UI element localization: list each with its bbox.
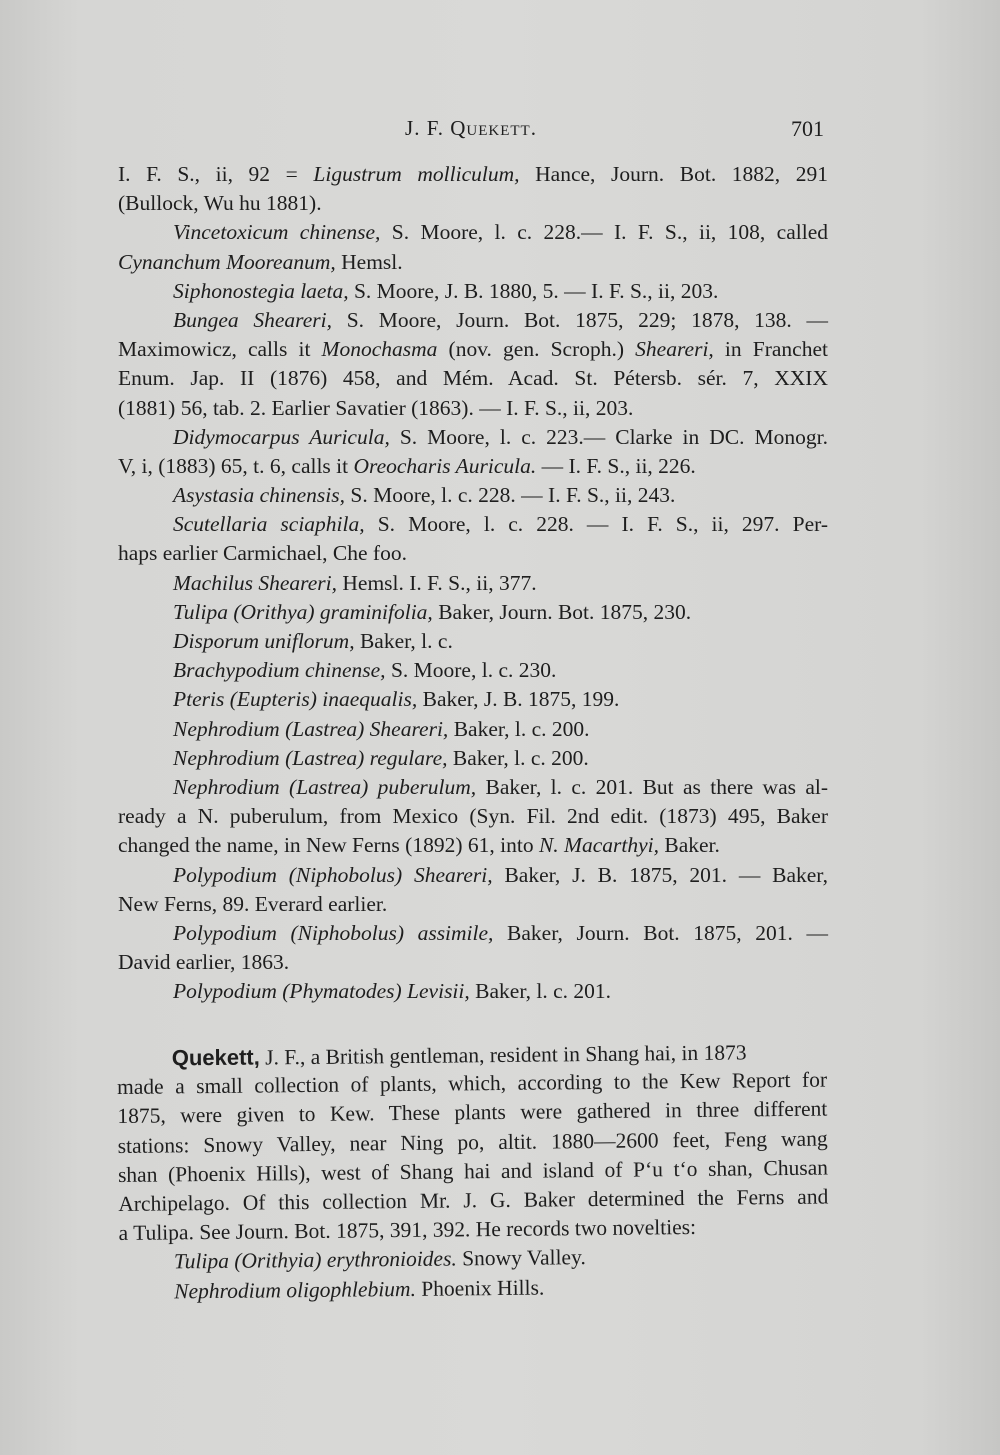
text-run: Hemsl. xyxy=(335,249,403,274)
text-run: S. Moore, Journ. Bot. 1875, 229; 1878, 138. — xyxy=(332,307,829,332)
text-run: Baker, l. c. 200. xyxy=(447,745,589,770)
text-line xyxy=(118,569,828,598)
text-run: S. Moore, J. B. 1880, 5. — I. F. S., ii, 203. xyxy=(348,278,719,303)
text-line xyxy=(118,218,828,247)
italic-name: Machilus Sheareri, xyxy=(173,570,338,595)
italic-name: Tulipa (Orithya) graminifolia, xyxy=(173,599,433,624)
text-line xyxy=(118,948,828,977)
text-line xyxy=(118,773,828,802)
text-line xyxy=(118,423,828,452)
text-line xyxy=(118,685,828,714)
text-run: stations: Snowy Valley, near Ning po, altit. 1880—2600 feet, Feng wang xyxy=(117,1126,828,1159)
body-text xyxy=(118,160,828,1307)
text-run: S. Moore, l. c. 228.— I. F. S., ii, 108, called xyxy=(380,220,828,245)
text-line xyxy=(118,189,828,218)
text-line xyxy=(118,598,828,627)
text-run: I. F. S., ii, 92 = xyxy=(118,162,314,186)
text-line xyxy=(118,160,828,189)
text-run: (Bullock, Wu hu 1881). xyxy=(118,191,322,216)
text-line xyxy=(118,539,828,568)
text-run: J. F., a British gentleman, resident in Shang hai, in 1873 xyxy=(259,1040,747,1070)
text-line xyxy=(118,919,828,948)
text-line xyxy=(118,861,828,890)
italic-name: Sheareri, xyxy=(635,337,714,362)
text-line xyxy=(118,364,828,393)
text-run: S. Moore, l. c. 228. — I. F. S., ii, 297. Per- xyxy=(364,512,828,537)
page-header xyxy=(118,116,824,146)
italic-name: Polypodium (Niphobolus) assimile, xyxy=(173,920,494,945)
text-run: David earlier, 1863. xyxy=(118,950,290,975)
entry-name: Quekett, xyxy=(171,1044,260,1071)
text-run: Hemsl. I. F. S., ii, 377. xyxy=(337,570,537,595)
italic-name: Oreocharis Auricula. xyxy=(353,453,537,478)
italic-name: Polypodium (Niphobolus) Sheareri, xyxy=(173,862,493,887)
text-run: haps earlier Carmichael, Che foo. xyxy=(118,541,407,566)
text-line xyxy=(118,510,828,539)
text-run: changed the name, in New Ferns (1892) 61, into xyxy=(118,833,539,858)
text-run: Snowy Valley. xyxy=(456,1245,586,1272)
italic-name: Pteris (Eupteris) inaequalis, xyxy=(173,687,418,712)
text-run: 1875, were given to Kew. These plants were gathered in three different xyxy=(117,1097,828,1129)
text-run: Phoenix Hills. xyxy=(415,1275,545,1301)
running-head: J. F. Quekett. xyxy=(405,116,537,140)
italic-name: Didymocarpus Auricula, xyxy=(173,424,390,449)
text-line xyxy=(118,277,828,306)
text-run: Baker, l. c. 200. xyxy=(448,716,590,741)
text-run: V, i, (1883) 65, t. 6, calls it xyxy=(118,453,354,478)
paragraph-quekett-entry xyxy=(117,1037,830,1307)
italic-name: Bungea Sheareri, xyxy=(173,307,332,332)
text-run: S. Moore, l. c. 223.— Clarke in DC. Monogr. xyxy=(389,424,828,449)
italic-name: Asystasia chinensis, xyxy=(173,483,345,508)
italic-name: Nephrodium (Lastrea) puberulum, xyxy=(173,774,477,799)
text-run: shan (Phoenix Hills), west of Shang hai and island of P‘u t‘o shan, Chusan xyxy=(117,1155,829,1188)
text-line xyxy=(118,481,828,510)
text-run: Baker, l. c. 201. But as there was al- xyxy=(476,774,829,799)
text-run: ready a N. puberulum, from Mexico (Syn. Fil. 2nd edit. (1873) 495, Baker xyxy=(118,804,828,829)
text-run: Baker, J. B. 1875, 199. xyxy=(417,687,620,712)
text-run: S. Moore, l. c. 230. xyxy=(385,658,557,683)
italic-name: N. Macarthyi, xyxy=(538,833,659,858)
italic-name: Disporum uniflorum, xyxy=(173,629,355,653)
italic-name: Brachypodium chinense, xyxy=(173,658,386,683)
text-run: Baker, l. c. 201. xyxy=(469,979,612,1004)
text-line xyxy=(118,715,828,744)
text-line xyxy=(118,656,828,685)
italic-name: Polypodium (Phymatodes) Levisii, xyxy=(173,979,470,1004)
text-run: made a small collection of plants, which, according to the Kew Report for xyxy=(116,1068,828,1100)
italic-name: Tulipa (Orithyia) erythronioides. xyxy=(173,1247,457,1275)
text-run: in Franchet xyxy=(713,337,828,362)
text-run: Baker, J. B. 1875, 201. — Baker, xyxy=(492,862,828,887)
text-line xyxy=(118,335,828,364)
text-line xyxy=(118,248,828,277)
text-line xyxy=(118,627,828,656)
italic-name: Nephrodium oligophlebium. xyxy=(174,1276,416,1304)
italic-name: Monochasma xyxy=(321,337,438,362)
italic-name: Scutellaria sciaphila, xyxy=(173,512,365,537)
text-run: S. Moore, l. c. 228. — I. F. S., ii, 243. xyxy=(345,483,676,508)
text-run: (1881) 56, tab. 2. Earlier Savatier (1863). — I. F. S., ii, 203. xyxy=(118,395,634,420)
text-run: Baker, Journ. Bot. 1875, 230. xyxy=(432,599,692,624)
italic-name: Siphonostegia laeta, xyxy=(173,278,349,303)
text-run: (nov. gen. Scroph.) xyxy=(437,337,636,362)
text-line xyxy=(119,1270,829,1307)
text-line xyxy=(118,394,828,423)
text-run: New Ferns, 89. Everard earlier. xyxy=(118,891,388,916)
text-line xyxy=(118,452,828,481)
text-line xyxy=(118,802,828,831)
text-run: — I. F. S., ii, 226. xyxy=(536,453,696,478)
text-run: Maximowicz, calls it xyxy=(118,337,322,362)
italic-name: Nephrodium (Lastrea) Sheareri, xyxy=(173,716,449,741)
italic-name: Vincetoxicum chinense, xyxy=(173,220,381,245)
text-line xyxy=(118,306,828,335)
italic-name: Nephrodium (Lastrea) regulare, xyxy=(173,745,448,770)
text-run: Archipelago. Of this collection Mr. J. G. Baker determined the Ferns and xyxy=(118,1184,829,1217)
page-number: 701 xyxy=(791,116,824,141)
paragraph-plant-list xyxy=(118,160,828,1006)
text-run: Baker, Journ. Bot. 1875, 201. — xyxy=(493,920,828,945)
text-run: Baker, l. c. xyxy=(354,629,453,653)
italic-name: Ligustrum molliculum, xyxy=(313,162,520,186)
text-line xyxy=(118,977,828,1006)
text-line xyxy=(118,890,828,919)
text-run: Baker. xyxy=(658,833,720,858)
text-line xyxy=(118,831,828,860)
text-line xyxy=(118,744,828,773)
text-run: a Tulipa. See Journ. Bot. 1875, 391, 392. He records two novelties: xyxy=(118,1215,697,1246)
italic-name: Cynanchum Mooreanum, xyxy=(118,249,336,274)
text-run: Enum. Jap. II (1876) 458, and Mém. Acad. St. Pétersb. sér. 7, XXIX xyxy=(118,366,828,391)
text-run: Hance, Journ. Bot. 1882, 291 xyxy=(519,162,829,186)
